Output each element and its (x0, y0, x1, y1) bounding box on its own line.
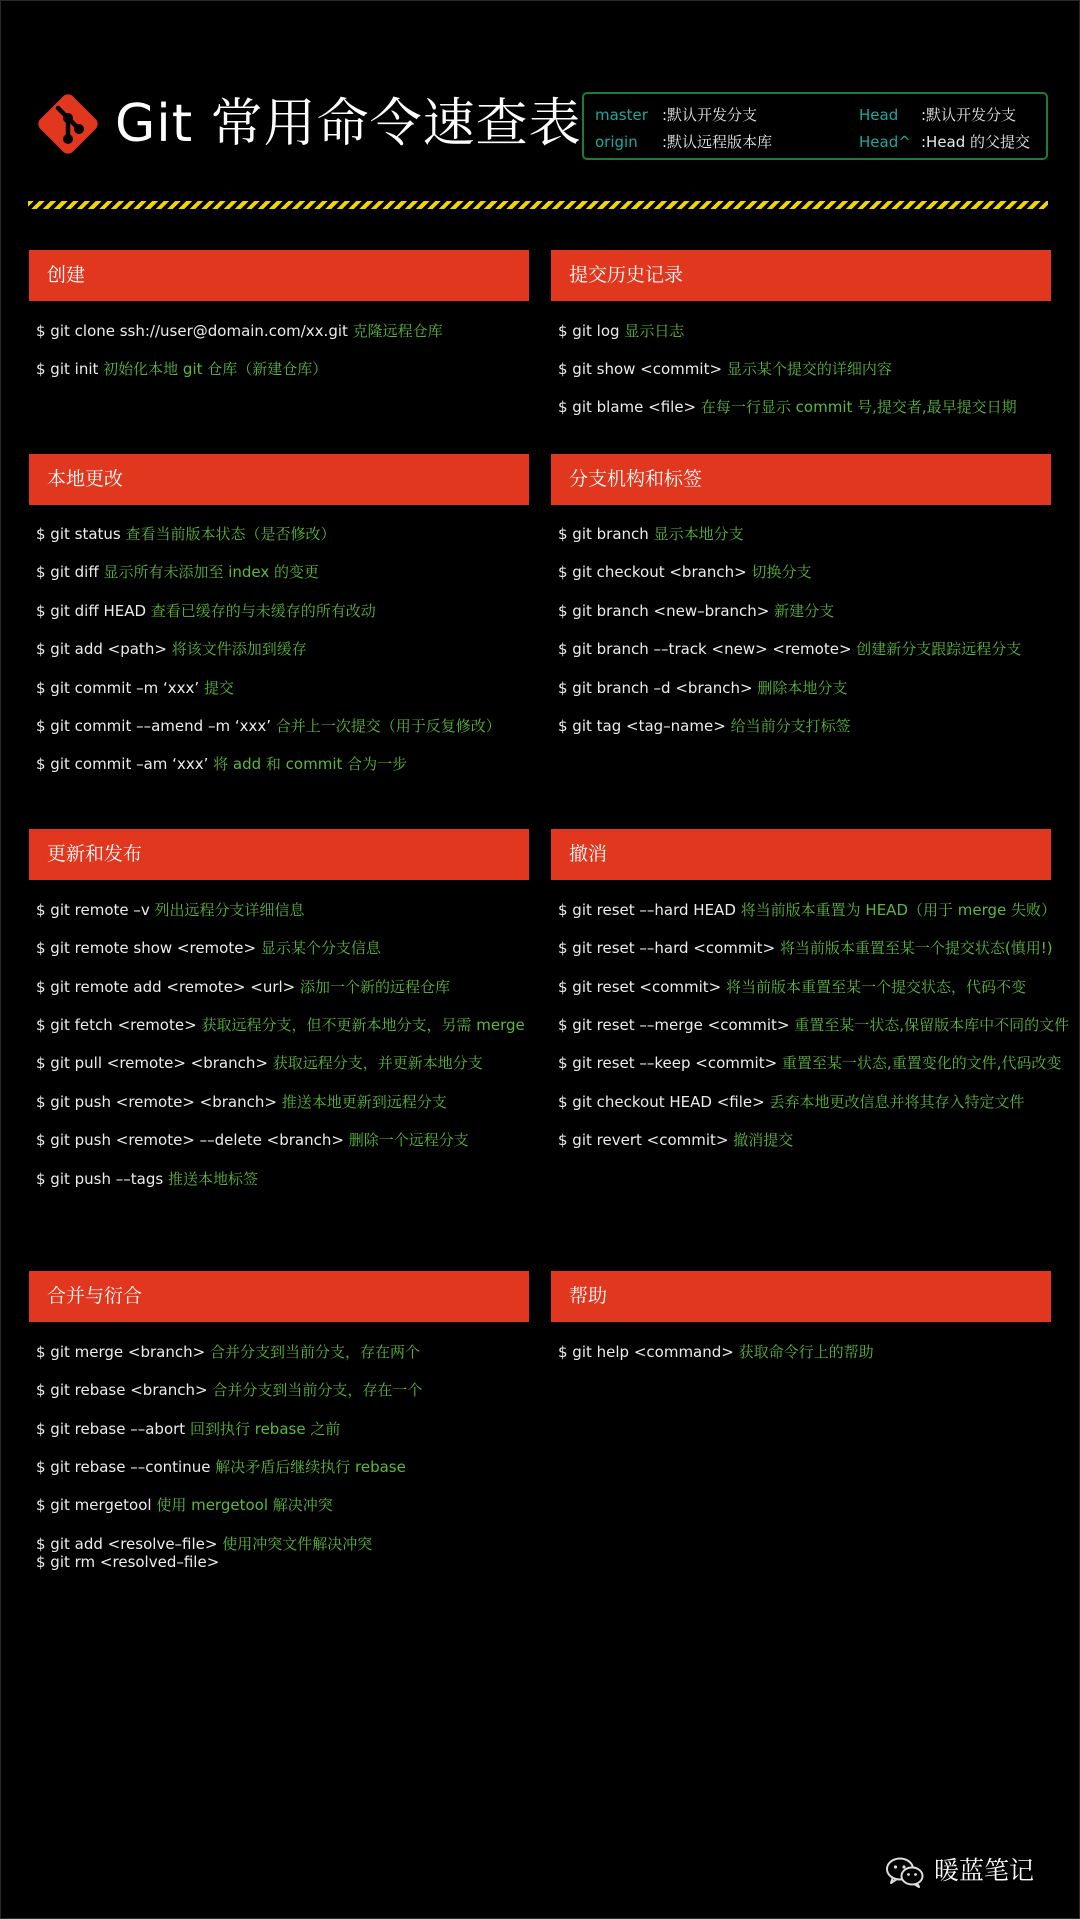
command-desc: 初始化本地 git 仓库（新建仓库） (103, 360, 328, 378)
command-text: $ git branch (558, 525, 649, 543)
command-line (558, 1093, 1024, 1111)
command-line (558, 1054, 1061, 1072)
command-desc: 使用 mergetool 解决冲突 (156, 1496, 333, 1514)
command-text: $ git push ––tags (36, 1170, 164, 1188)
command-line (36, 1343, 420, 1361)
command-text: $ git status (36, 525, 121, 543)
command-desc: 显示某个分支信息 (260, 939, 381, 957)
command-desc: 显示某个提交的详细内容 (726, 360, 892, 378)
command-desc: 解决矛盾后继续执行 rebase (215, 1458, 406, 1476)
command-line (36, 1420, 340, 1438)
command-desc: 合并上一次提交（用于反复修改） (275, 717, 501, 735)
command-desc: 合并分支到当前分支，存在两个 (209, 1343, 420, 1361)
legend-key: origin (595, 133, 638, 151)
command-desc: 合并分支到当前分支，存在一个 (212, 1381, 423, 1399)
command-text: $ git reset ––keep <commit> (558, 1054, 778, 1072)
command-line (558, 525, 744, 543)
command-desc: 添加一个新的远程仓库 (300, 978, 451, 996)
command-text: $ git revert <commit> (558, 1131, 729, 1149)
page-title: Git 常用命令速查表 (115, 94, 582, 154)
command-text: $ git commit ––amend –m ‘xxx’ (36, 717, 271, 735)
command-line (36, 1054, 483, 1072)
section-header-local: 本地更改 (29, 454, 529, 505)
command-line (558, 901, 1056, 919)
command-text: $ git merge <branch> (36, 1343, 206, 1361)
legend-desc: :默认开发分支 (921, 106, 1017, 124)
command-text: $ git rebase ––continue (36, 1458, 211, 1476)
command-text: $ git checkout <branch> (558, 563, 747, 581)
section-header-publish: 更新和发布 (29, 829, 529, 880)
command-desc: 查看当前版本状态（是否修改） (125, 525, 336, 543)
command-line (36, 563, 319, 581)
legend-item (662, 106, 757, 124)
command-line (36, 1381, 422, 1399)
command-desc: 显示日志 (624, 322, 685, 340)
git-logo-icon (32, 88, 104, 160)
command-line (36, 901, 305, 919)
command-line (36, 1131, 469, 1149)
command-line (558, 322, 684, 340)
section-header-create: 创建 (29, 250, 529, 301)
command-text: $ git add <path> (36, 640, 167, 658)
command-text: $ git remote show <remote> (36, 939, 257, 957)
legend-desc: :默认远程版本库 (662, 133, 773, 151)
command-line (558, 978, 1026, 996)
command-text: $ git branch –d <branch> (558, 679, 753, 697)
command-text: $ git reset <commit> (558, 978, 722, 996)
command-text: $ git rebase ––abort (36, 1420, 186, 1438)
command-text: $ git reset ––hard HEAD (558, 901, 736, 919)
command-text: $ git checkout HEAD <file> (558, 1093, 765, 1111)
command-text: $ git fetch <remote> (36, 1016, 197, 1034)
command-line (558, 640, 1021, 658)
legend-item (595, 106, 648, 124)
legend-key: master (595, 106, 648, 124)
command-text: $ git rm <resolved–file> (36, 1553, 220, 1571)
command-line (36, 1170, 258, 1188)
command-line (36, 1535, 372, 1571)
command-desc: 创建新分支跟踪远程分支 (856, 640, 1022, 658)
wechat-icon (885, 1856, 925, 1888)
hazard-divider (28, 201, 1048, 209)
command-line (558, 602, 834, 620)
command-line (36, 717, 501, 735)
command-line (558, 398, 1017, 416)
command-text: $ git reset ––hard <commit> (558, 939, 776, 957)
command-desc: 将当前版本重置至某一个提交状态(慎用!) (779, 939, 1053, 957)
command-line (36, 1016, 525, 1034)
command-line (36, 1496, 333, 1514)
command-desc: 获取远程分支，但不更新本地分支，另需 merge (201, 1016, 525, 1034)
legend-desc: :默认开发分支 (662, 106, 758, 124)
command-text: $ git branch ––track <new> <remote> (558, 640, 852, 658)
legend-key: Head (859, 106, 899, 124)
command-text: $ git remote –v (36, 901, 150, 919)
command-desc: 将 add 和 commit 合为一步 (213, 755, 408, 773)
legend-key: Head^ (859, 133, 911, 151)
command-text: $ git diff HEAD (36, 602, 147, 620)
command-text: $ git init (36, 360, 99, 378)
command-desc: 提交 (203, 679, 234, 697)
command-desc: 列出远程分支详细信息 (154, 901, 305, 919)
section-header-help: 帮助 (551, 1271, 1051, 1322)
command-line (558, 679, 847, 697)
command-text: $ git commit –am ‘xxx’ (36, 755, 209, 773)
command-text: $ git tag <tag–name> (558, 717, 726, 735)
command-line (36, 640, 307, 658)
command-text: $ git diff (36, 563, 99, 581)
command-text: $ git clone ssh://user@domain.com/xx.git (36, 322, 348, 340)
command-desc: 显示本地分支 (653, 525, 744, 543)
command-line (36, 1093, 447, 1111)
command-desc: 删除本地分支 (757, 679, 848, 697)
legend-item (921, 106, 1016, 124)
command-desc: 新建分支 (774, 602, 835, 620)
legend-item (921, 133, 1030, 151)
command-desc: 推送本地标签 (167, 1170, 258, 1188)
command-text: $ git branch <new–branch> (558, 602, 770, 620)
legend-item (595, 133, 638, 151)
command-line (36, 602, 376, 620)
command-line (558, 1131, 793, 1149)
section-header-undo: 撤消 (551, 829, 1051, 880)
command-text: $ git reset ––merge <commit> (558, 1016, 790, 1034)
legend-item (662, 133, 772, 151)
command-text: $ git mergetool (36, 1496, 152, 1514)
section-header-branch: 分支机构和标签 (551, 454, 1051, 505)
command-desc: 查看已缓存的与未缓存的所有改动 (150, 602, 376, 620)
brand-name: 暖蓝笔记 (934, 1856, 1035, 1885)
command-desc: 给当前分支打标签 (730, 717, 851, 735)
command-line (36, 679, 234, 697)
command-desc: 将该文件添加到缓存 (171, 640, 307, 658)
command-text: $ git push <remote> <branch> (36, 1093, 277, 1111)
section-header-history: 提交历史记录 (551, 250, 1051, 301)
legend-box (582, 92, 1048, 160)
legend-item (859, 106, 898, 124)
command-line (558, 1343, 874, 1361)
command-line (36, 1458, 406, 1476)
command-text: $ git push <remote> ––delete <branch> (36, 1131, 344, 1149)
command-line (36, 939, 381, 957)
command-desc: 使用冲突文件解决冲突 (222, 1535, 373, 1553)
command-text: $ git remote add <remote> <url> (36, 978, 296, 996)
command-line (36, 525, 336, 543)
command-line (558, 360, 892, 378)
command-desc: 回到执行 rebase 之前 (189, 1420, 341, 1438)
command-line (36, 978, 450, 996)
command-desc: 获取命令行上的帮助 (738, 1343, 874, 1361)
command-line (558, 717, 851, 735)
command-desc: 将当前版本重置为 HEAD（用于 merge 失败） (740, 901, 1057, 919)
legend-item (859, 133, 911, 151)
command-line (36, 755, 407, 773)
section-header-merge: 合并与衍合 (29, 1271, 529, 1322)
command-desc: 删除一个远程分支 (348, 1131, 469, 1149)
command-text: $ git blame <file> (558, 398, 697, 416)
command-desc: 撤消提交 (733, 1131, 794, 1149)
command-desc: 推送本地更新到远程分支 (281, 1093, 447, 1111)
command-text: $ git add <resolve–file> (36, 1535, 218, 1553)
command-line (558, 939, 1053, 957)
command-desc: 在每一行显示 commit 号,提交者,最早提交日期 (700, 398, 1017, 416)
command-line (36, 360, 327, 378)
command-line (558, 1016, 1069, 1034)
command-line (36, 322, 443, 340)
command-desc: 获取远程分支，并更新本地分支 (272, 1054, 483, 1072)
command-desc: 重置至某一状态,重置变化的文件,代码改变 (781, 1054, 1062, 1072)
legend-desc: :Head 的父提交 (921, 133, 1031, 151)
command-text: $ git commit –m ‘xxx’ (36, 679, 200, 697)
command-text: $ git show <commit> (558, 360, 723, 378)
command-desc: 丢弃本地更改信息并将其存入特定文件 (769, 1093, 1025, 1111)
command-desc: 显示所有未添加至 index 的变更 (103, 563, 320, 581)
command-desc: 将当前版本重置至某一个提交状态，代码不变 (726, 978, 1027, 996)
command-line (558, 563, 811, 581)
command-desc: 重置至某一状态,保留版本库中不同的文件 (794, 1016, 1070, 1034)
command-desc: 克隆远程仓库 (352, 322, 443, 340)
command-text: $ git pull <remote> <branch> (36, 1054, 268, 1072)
command-desc: 切换分支 (751, 563, 812, 581)
command-text: $ git help <command> (558, 1343, 734, 1361)
command-text: $ git rebase <branch> (36, 1381, 208, 1399)
command-text: $ git log (558, 322, 620, 340)
